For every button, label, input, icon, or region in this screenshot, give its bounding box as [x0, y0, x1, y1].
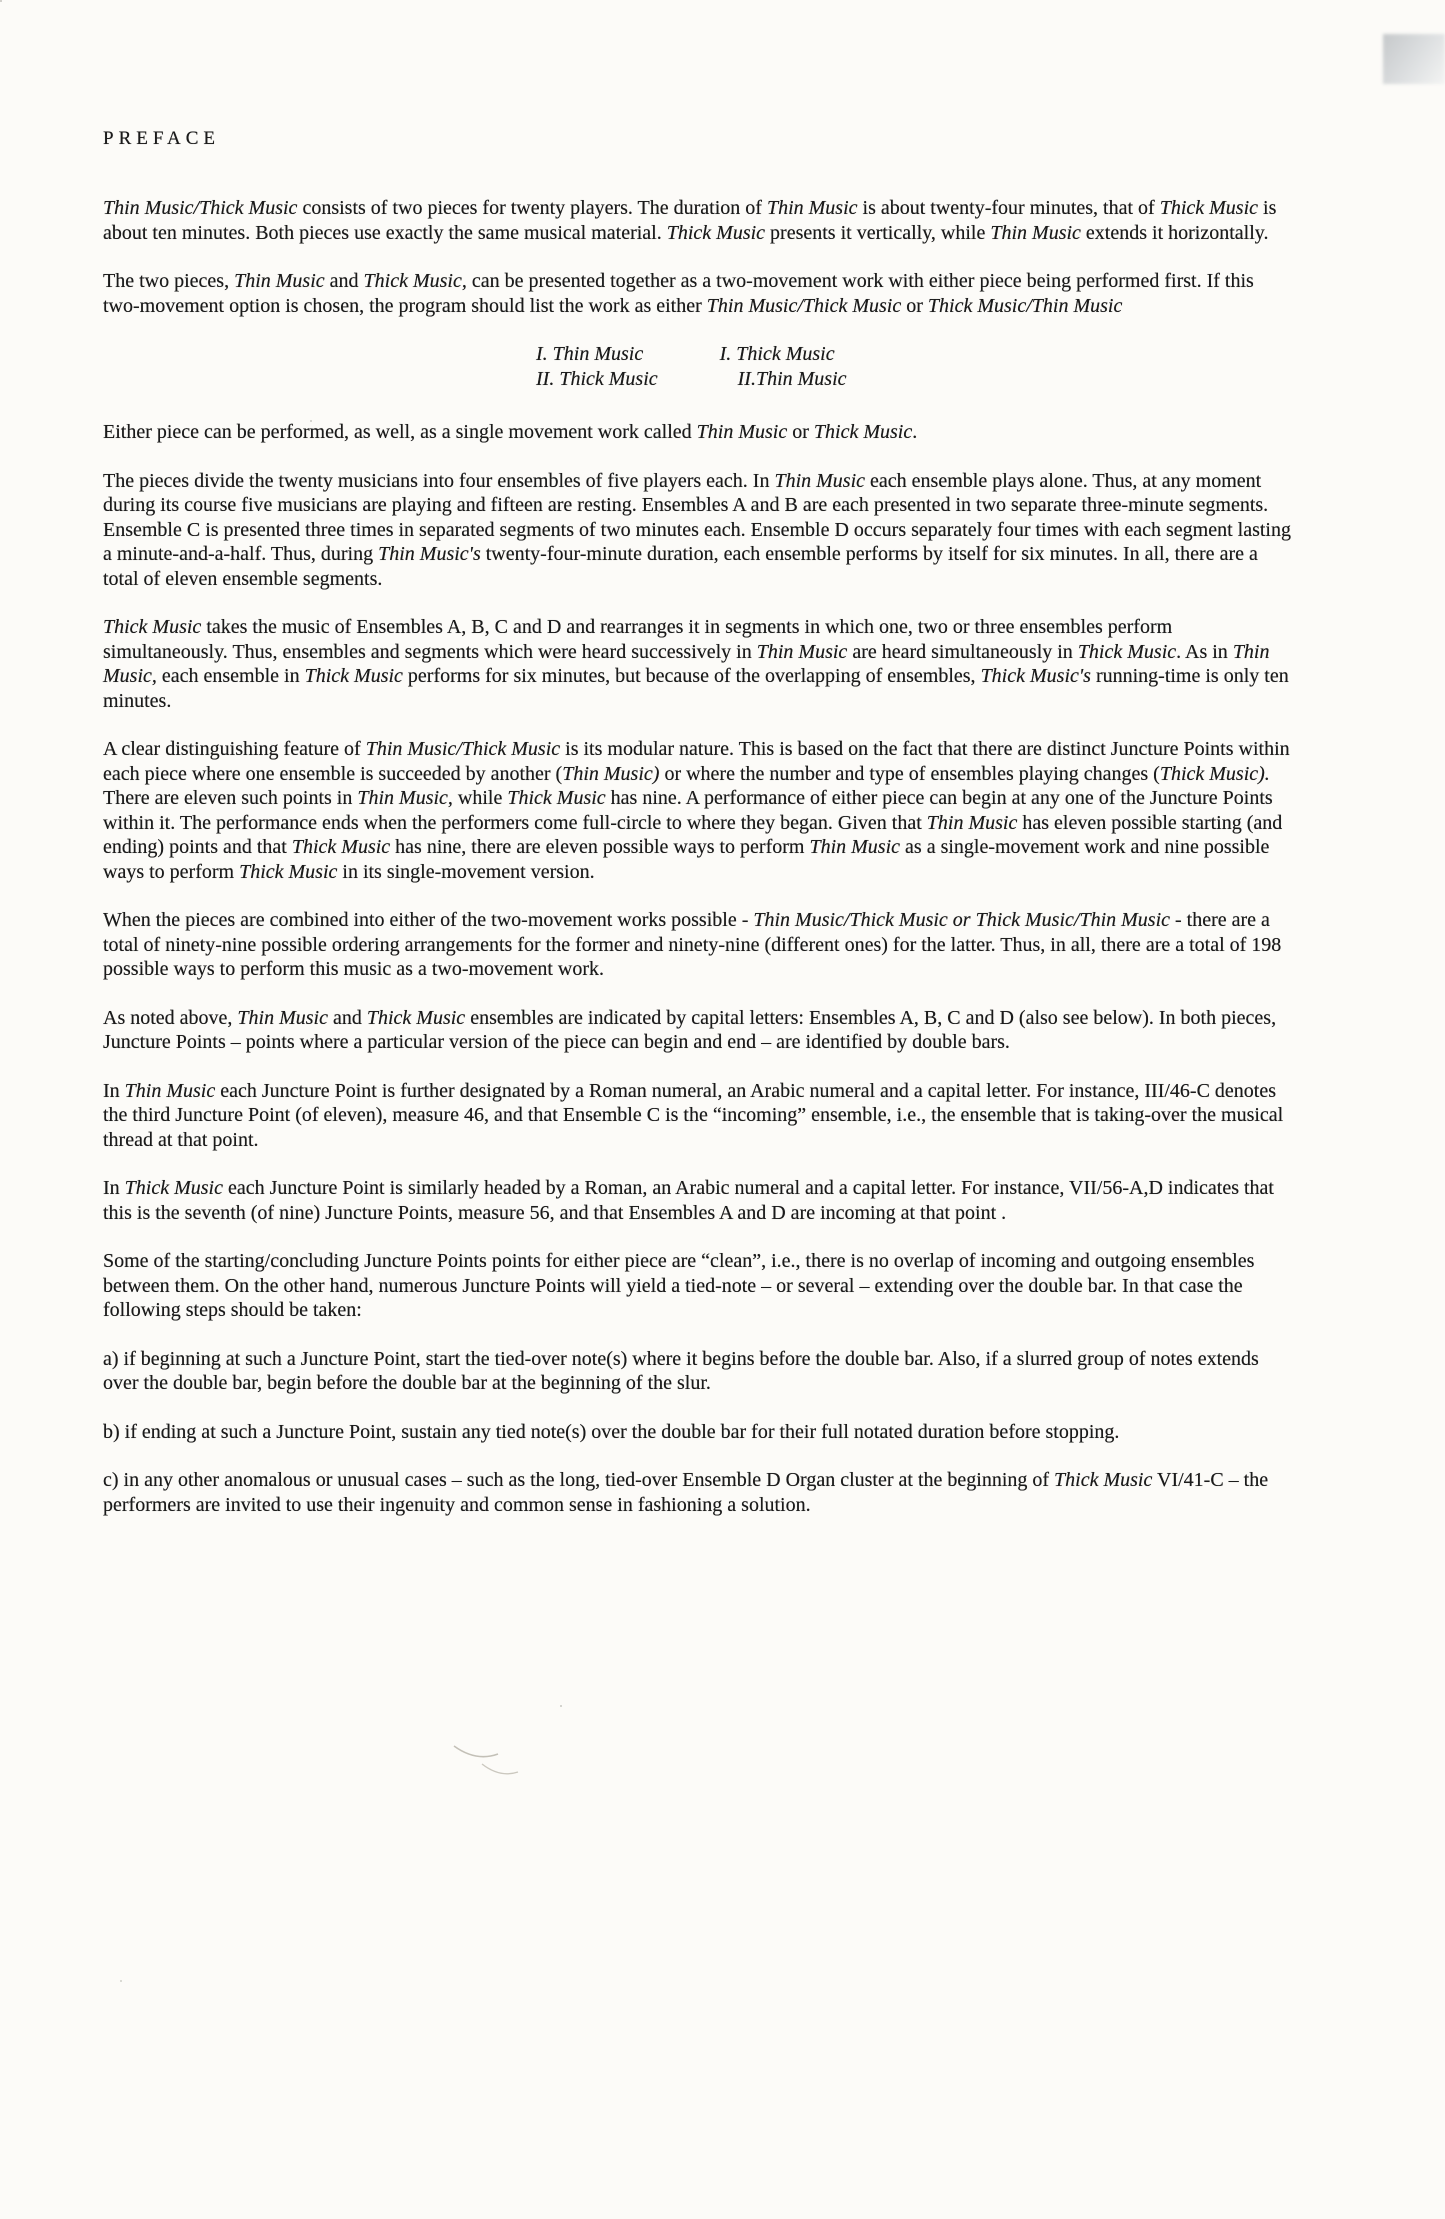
- italic-text-run: Thick Music: [666, 221, 766, 244]
- italic-text-run: Thin Music: [990, 221, 1081, 244]
- text-run: - there are a total of ninety-nine possible ordering arrangements for the former and ninety-nine (different ones) for the latter. Thus, in all, there are a total of 198 possible ways to perform this music as a two-movement work.: [103, 909, 1282, 980]
- document-body: [103, 196, 1295, 1517]
- text-run: b) if ending at such a Juncture Point, sustain any tied note(s) over the double bar for their full notated duration before stopping.: [103, 1420, 1120, 1443]
- paragraph-8: [103, 908, 1295, 982]
- italic-text-run: Thin Music: [124, 1079, 216, 1102]
- paragraph-15: [103, 1468, 1295, 1517]
- italic-text-run: Thin Music/Thick Music: [706, 294, 902, 317]
- text-run: is about twenty-four minutes, that of: [857, 197, 1160, 219]
- movement-item: I. Thin Music: [536, 343, 644, 365]
- text-run: As noted above,: [103, 1006, 238, 1029]
- text-run: or: [901, 294, 928, 317]
- movement-column: [536, 342, 658, 392]
- text-run: presents it vertically, while: [765, 221, 991, 244]
- text-run: has nine, there are eleven possible ways to perform: [390, 836, 810, 858]
- paragraph-12: [103, 1249, 1295, 1323]
- text-run: is its modular nature. This is based on the fact that there are distinct Juncture Points within each piece where one ensemble is succeeded by another (: [103, 738, 1290, 785]
- movement-list: [536, 342, 1295, 392]
- paragraph-1: [103, 196, 1295, 245]
- text-run: twenty-four-minute duration, each ensemble performs by itself for six minutes. In all, there are a total of eleven ensemble segments.: [103, 543, 1258, 590]
- text-run: each ensemble plays alone. Thus, at any moment during its course five musicians are playing and fifteen are resting. Ensembles A and B are each presented in two separate three-minute segments. Ensemble C is presented three times in separated segments of two minutes each. Ensemble D occurs separately four times with each segment lasting a minute-and-a-half. Thus, during: [103, 469, 1291, 565]
- movement-item: II. Thick Music: [536, 368, 658, 390]
- text-run: each ensemble in: [156, 665, 305, 687]
- text-run: a) if beginning at such a Juncture Point, start the tied-over note(s) where it begins before the double bar. Also, if a slurred group of notes extends over the double bar, begin before the double bar at the beginning of the slur.: [103, 1347, 1259, 1394]
- italic-text-run: Thick Music: [124, 1177, 223, 1199]
- text-run: The two pieces,: [103, 270, 235, 292]
- paragraph-14: [103, 1420, 1295, 1445]
- movement-column: [720, 342, 847, 392]
- italic-text-run: Thick Music: [103, 616, 202, 638]
- italic-text-run: Thin Music: [774, 469, 866, 492]
- text-run: The pieces divide the twenty musicians into four ensembles of five players each. In: [103, 469, 775, 492]
- italic-text-run: Thin Music: [234, 270, 325, 292]
- paragraph-2: [103, 269, 1295, 318]
- pencil-mark: [448, 1738, 578, 1784]
- italic-text-run: Thin Music/Thick Music or Thick Music/Thin Music: [753, 909, 1171, 931]
- italic-text-run: Thin Music): [562, 762, 660, 785]
- italic-text-run: Thick Music: [813, 421, 913, 443]
- italic-text-run: Thick Music: [1159, 197, 1259, 219]
- italic-text-run: Thin Music/Thick Music: [103, 197, 298, 219]
- italic-text-run: Thick Music: [1054, 1469, 1153, 1491]
- italic-text-run: Thick Music: [239, 860, 338, 883]
- italic-text-run: Thin Music,: [357, 787, 453, 809]
- italic-text-run: Thin Music,: [103, 640, 1270, 687]
- paragraph-9: [103, 1006, 1295, 1055]
- paragraph-4: [103, 420, 1295, 445]
- italic-text-run: Thin Music: [809, 836, 901, 858]
- text-run: performs for six minutes, but because of the overlapping of ensembles,: [402, 665, 981, 687]
- italic-text-run: Thick Music: [1077, 640, 1177, 663]
- italic-text-run: Thick Music: [304, 665, 403, 687]
- text-run: has nine. A performance of either piece can begin at any one of the Juncture Points within it. The performance ends when the performers come full-circle to where they began. Given that: [103, 787, 1273, 834]
- italic-text-run: Thick Music,: [363, 270, 467, 292]
- italic-text-run: Thick Music: [291, 836, 391, 858]
- text-run: as a single-movement work and nine possible ways to perform: [103, 836, 1270, 883]
- text-run: has eleven possible starting (and ending) points and that: [103, 811, 1283, 858]
- italic-text-run: Thin Music: [926, 811, 1018, 834]
- text-run: in its single-movement version.: [337, 860, 595, 883]
- italic-text-run: Thin Music's: [378, 543, 481, 565]
- text-run: consists of two pieces for twenty players. The duration of: [297, 197, 767, 219]
- paragraph-10: [103, 1079, 1295, 1153]
- text-run: while: [452, 787, 508, 809]
- italic-text-run: Thick Music: [507, 787, 606, 809]
- italic-text-run: Thick Music's: [980, 665, 1091, 687]
- text-run: VI/41-C – the performers are invited to use their ingenuity and common sense in fashioning a solution.: [103, 1469, 1269, 1516]
- scan-dust-speck: [0, 0, 2, 2]
- page-title: PREFACE: [103, 128, 221, 149]
- italic-text-run: Thick Music/Thin Music: [927, 294, 1123, 317]
- text-run: running-time is only ten minutes.: [103, 665, 1289, 712]
- text-run: each Juncture Point is similarly headed by a Roman, an Arabic numeral and a capital letter. For instance, VII/56-A,D indicates that this is the seventh (of nine) Juncture Points, measure 56, and that Ensembles A and D are incoming at that point .: [103, 1177, 1274, 1224]
- text-run: or where the number and type of ensembles playing changes (: [659, 762, 1160, 785]
- text-run: . As in: [1176, 640, 1233, 663]
- italic-text-run: Thick Music: [366, 1006, 466, 1029]
- text-run: are heard simultaneously in: [847, 640, 1078, 663]
- text-run: and: [324, 270, 364, 292]
- italic-text-run: Thin Music: [237, 1006, 328, 1029]
- text-run: In: [103, 1177, 125, 1199]
- text-run: A clear distinguishing feature of: [103, 738, 366, 760]
- text-run: Some of the starting/concluding Juncture Points points for either piece are “clean”, i.e., there is no overlap of incoming and outgoing ensembles between them. On the other hand, numerous Juncture Points will yield a tied-note – or several – extending over the double bar. In that case the following steps should be taken:: [103, 1250, 1255, 1321]
- text-run: .: [912, 421, 918, 443]
- italic-text-run: Thin Music: [766, 197, 858, 219]
- document-page: [103, 128, 1295, 1541]
- italic-text-run: Thin Music: [696, 421, 788, 443]
- paragraph-7: [103, 737, 1295, 884]
- text-run: or: [787, 421, 814, 443]
- movement-item: I. Thick Music: [719, 343, 835, 365]
- italic-text-run: Thick Music).: [1159, 762, 1270, 785]
- italic-text-run: Thin Music: [756, 640, 848, 663]
- text-run: In: [103, 1079, 125, 1102]
- text-run: Either piece can be performed, as well, as a single movement work called: [103, 421, 697, 443]
- text-run: takes the music of Ensembles A, B, C and D and rearranges it in segments in which one, two or three ensembles perform simultaneously. Thus, ensembles and segments which were heard successively in: [103, 616, 1173, 663]
- text-run: ensembles are indicated by capital letters: Ensembles A, B, C and D (also see below). In both pieces, Juncture Points – points where a particular version of the piece can begin and end – are identified by double bars.: [103, 1006, 1277, 1053]
- text-run: each Juncture Point is further designated by a Roman numeral, an Arabic numeral and a capital letter. For instance, III/46-C denotes the third Juncture Point (of eleven), measure 46, and that Ensemble C is the “incoming” ensemble, i.e., the ensemble that is taking-over the musical thread at that point.: [103, 1079, 1284, 1151]
- paragraph-11: [103, 1176, 1295, 1225]
- text-run: There are eleven such points in: [103, 787, 358, 809]
- text-run: and: [327, 1006, 367, 1029]
- text-run: c) in any other anomalous or unusual cases – such as the long, tied-over Ensemble D Organ cluster at the beginning of: [103, 1469, 1055, 1491]
- paragraph-13: [103, 1347, 1295, 1396]
- text-run: is about ten minutes. Both pieces use exactly the same musical material.: [103, 197, 1277, 244]
- text-run: can be presented together as a two-movement work with either piece being performed first. If this two-movement option is chosen, the program should list the work as either: [103, 270, 1254, 317]
- text-run: When the pieces are combined into either of the two-movement works possible -: [103, 909, 754, 931]
- scan-smudge-artifact: [1383, 34, 1445, 84]
- text-run: extends it horizontally.: [1080, 221, 1269, 244]
- paragraph-5: [103, 469, 1295, 592]
- movement-item: II.Thin Music: [737, 368, 847, 390]
- paragraph-6: [103, 615, 1295, 713]
- italic-text-run: Thin Music/Thick Music: [365, 738, 561, 760]
